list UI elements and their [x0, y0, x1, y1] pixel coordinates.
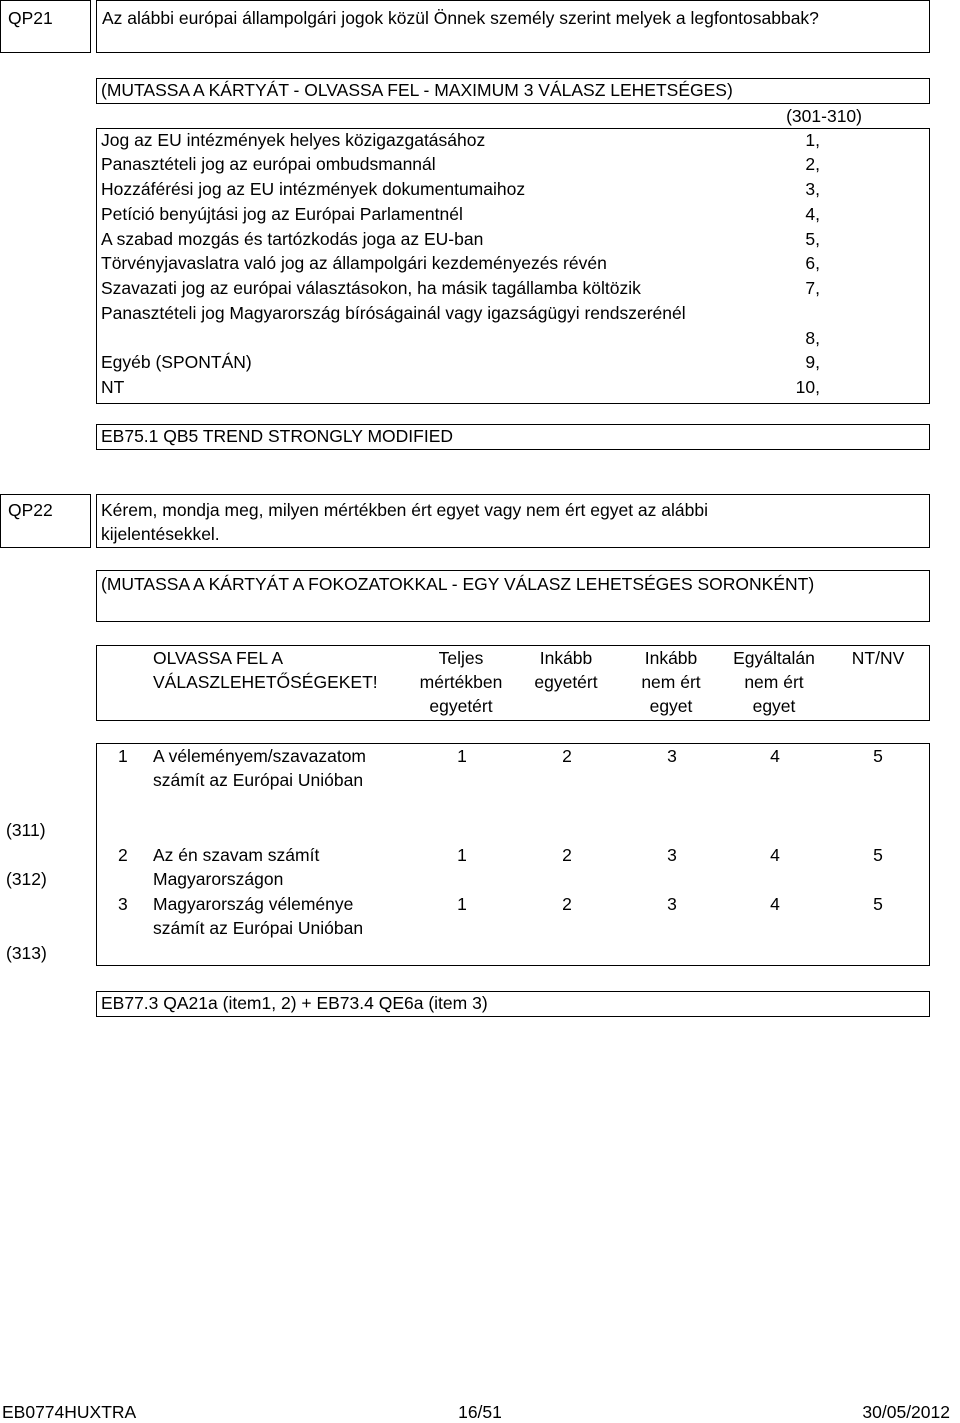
qp22-instruction: (MUTASSA A KÁRTYÁT A FOKOZATOKKAL - EGY VÁLASZ LEHETSÉGES SORONKÉNT): [101, 574, 815, 594]
footer-page-number: 16/51: [458, 1402, 502, 1422]
scale-value: 2: [562, 845, 572, 865]
option-label: NT: [101, 377, 125, 397]
option-code: 1,: [805, 130, 820, 150]
column-header: mértékben: [419, 672, 503, 692]
qp21-question: Az alábbi európai állampolgári jogok közül Önnek személy szerint melyek a legfontosabbak?: [102, 8, 819, 28]
scale-value: 4: [770, 746, 780, 766]
option-label: Jog az EU intézmények helyes közigazgatásához: [101, 130, 486, 150]
side-code: (312): [6, 869, 47, 889]
option-code: 7,: [805, 278, 820, 298]
side-code: (313): [6, 943, 47, 963]
scale-value: 1: [457, 894, 467, 914]
option-code: 2,: [805, 154, 820, 174]
qp21-trend: EB75.1 QB5 TREND STRONGLY MODIFIED: [101, 426, 454, 446]
option-code: 8,: [805, 328, 820, 348]
option-code: 4,: [805, 204, 820, 224]
column-header: nem ért: [641, 672, 701, 692]
qp21-instruction: (MUTASSA A KÁRTYÁT - OLVASSA FEL - MAXIMUM 3 VÁLASZ LEHETSÉGES): [101, 80, 733, 100]
column-header: Teljes: [438, 648, 484, 668]
option-label: Szavazati jog az európai választásokon, ha másik tagállamba költözik: [101, 278, 641, 298]
option-label: A szabad mozgás és tartózkodás joga az EU-ban: [101, 229, 484, 249]
option-code: 10,: [795, 377, 820, 397]
scale-value: 5: [873, 894, 883, 914]
footer-date: 30/05/2012: [862, 1402, 950, 1422]
item-text: Magyarországon: [153, 869, 284, 889]
qp22-id: QP22: [8, 500, 53, 520]
scale-value: 3: [667, 845, 677, 865]
option-label: Panasztételi jog az európai ombudsmannál: [101, 154, 436, 174]
scale-value: 5: [873, 746, 883, 766]
option-code: 3,: [805, 179, 820, 199]
item-text: Az én szavam számít: [153, 845, 320, 865]
option-label: Egyéb (SPONTÁN): [101, 352, 252, 372]
column-header: egyet: [649, 696, 693, 716]
item-text: számít az Európai Unióban: [153, 770, 364, 790]
option-code: 5,: [805, 229, 820, 249]
column-header: egyetért: [429, 696, 493, 716]
qp22-question: Kérem, mondja meg, milyen mértékben ért egyet vagy nem ért egyet az alábbi kijelentésekkel.: [101, 500, 708, 544]
item-text: számít az Európai Unióban: [153, 918, 364, 938]
header-lead: OLVASSA FEL A: [153, 648, 284, 668]
column-header: nem ért: [744, 672, 804, 692]
column-header: Inkább: [644, 648, 698, 668]
scale-value: 2: [562, 894, 572, 914]
column-header: egyet: [752, 696, 796, 716]
side-code: (311): [6, 820, 46, 840]
option-code: 9,: [805, 352, 820, 372]
item-number: 3: [118, 894, 128, 914]
item-number: 2: [118, 845, 128, 865]
option-label: Hozzáférési jog az EU intézmények dokumentumaihoz: [101, 179, 526, 199]
scale-value: 3: [667, 894, 677, 914]
option-code: 6,: [805, 253, 820, 273]
scale-value: 5: [873, 845, 883, 865]
option-label: Petíció benyújtási jog az Európai Parlamentnél: [101, 204, 463, 224]
column-header: Egyáltalán: [733, 648, 815, 668]
scale-value: 2: [562, 746, 572, 766]
item-number: 1: [118, 746, 128, 766]
column-header: Inkább: [539, 648, 593, 668]
scale-value: 1: [457, 845, 467, 865]
scale-value: 4: [770, 894, 780, 914]
option-label: Törvényjavaslatra való jog az állampolgári kezdeményezés révén: [101, 253, 607, 273]
item-text: A véleményem/szavazatom: [153, 746, 367, 766]
option-label: Panasztételi jog Magyarország bíróságainál vagy igazságügyi rendszerénél: [101, 303, 686, 323]
scale-value: 4: [770, 845, 780, 865]
header-lead: VÁLASZLEHETŐSÉGEKET!: [153, 672, 378, 692]
scale-value: 3: [667, 746, 677, 766]
qp21-code-range: (301-310): [786, 106, 862, 126]
column-header: egyetért: [534, 672, 598, 692]
footer-doc-id: EB0774HUXTRA: [2, 1402, 137, 1422]
qp22-trend: EB77.3 QA21a (item1, 2) + EB73.4 QE6a (item 3): [101, 993, 488, 1013]
scale-value: 1: [457, 746, 467, 766]
qp21-id: QP21: [8, 8, 53, 28]
column-header: NT/NV: [851, 648, 905, 668]
item-text: Magyarország véleménye: [153, 894, 354, 914]
